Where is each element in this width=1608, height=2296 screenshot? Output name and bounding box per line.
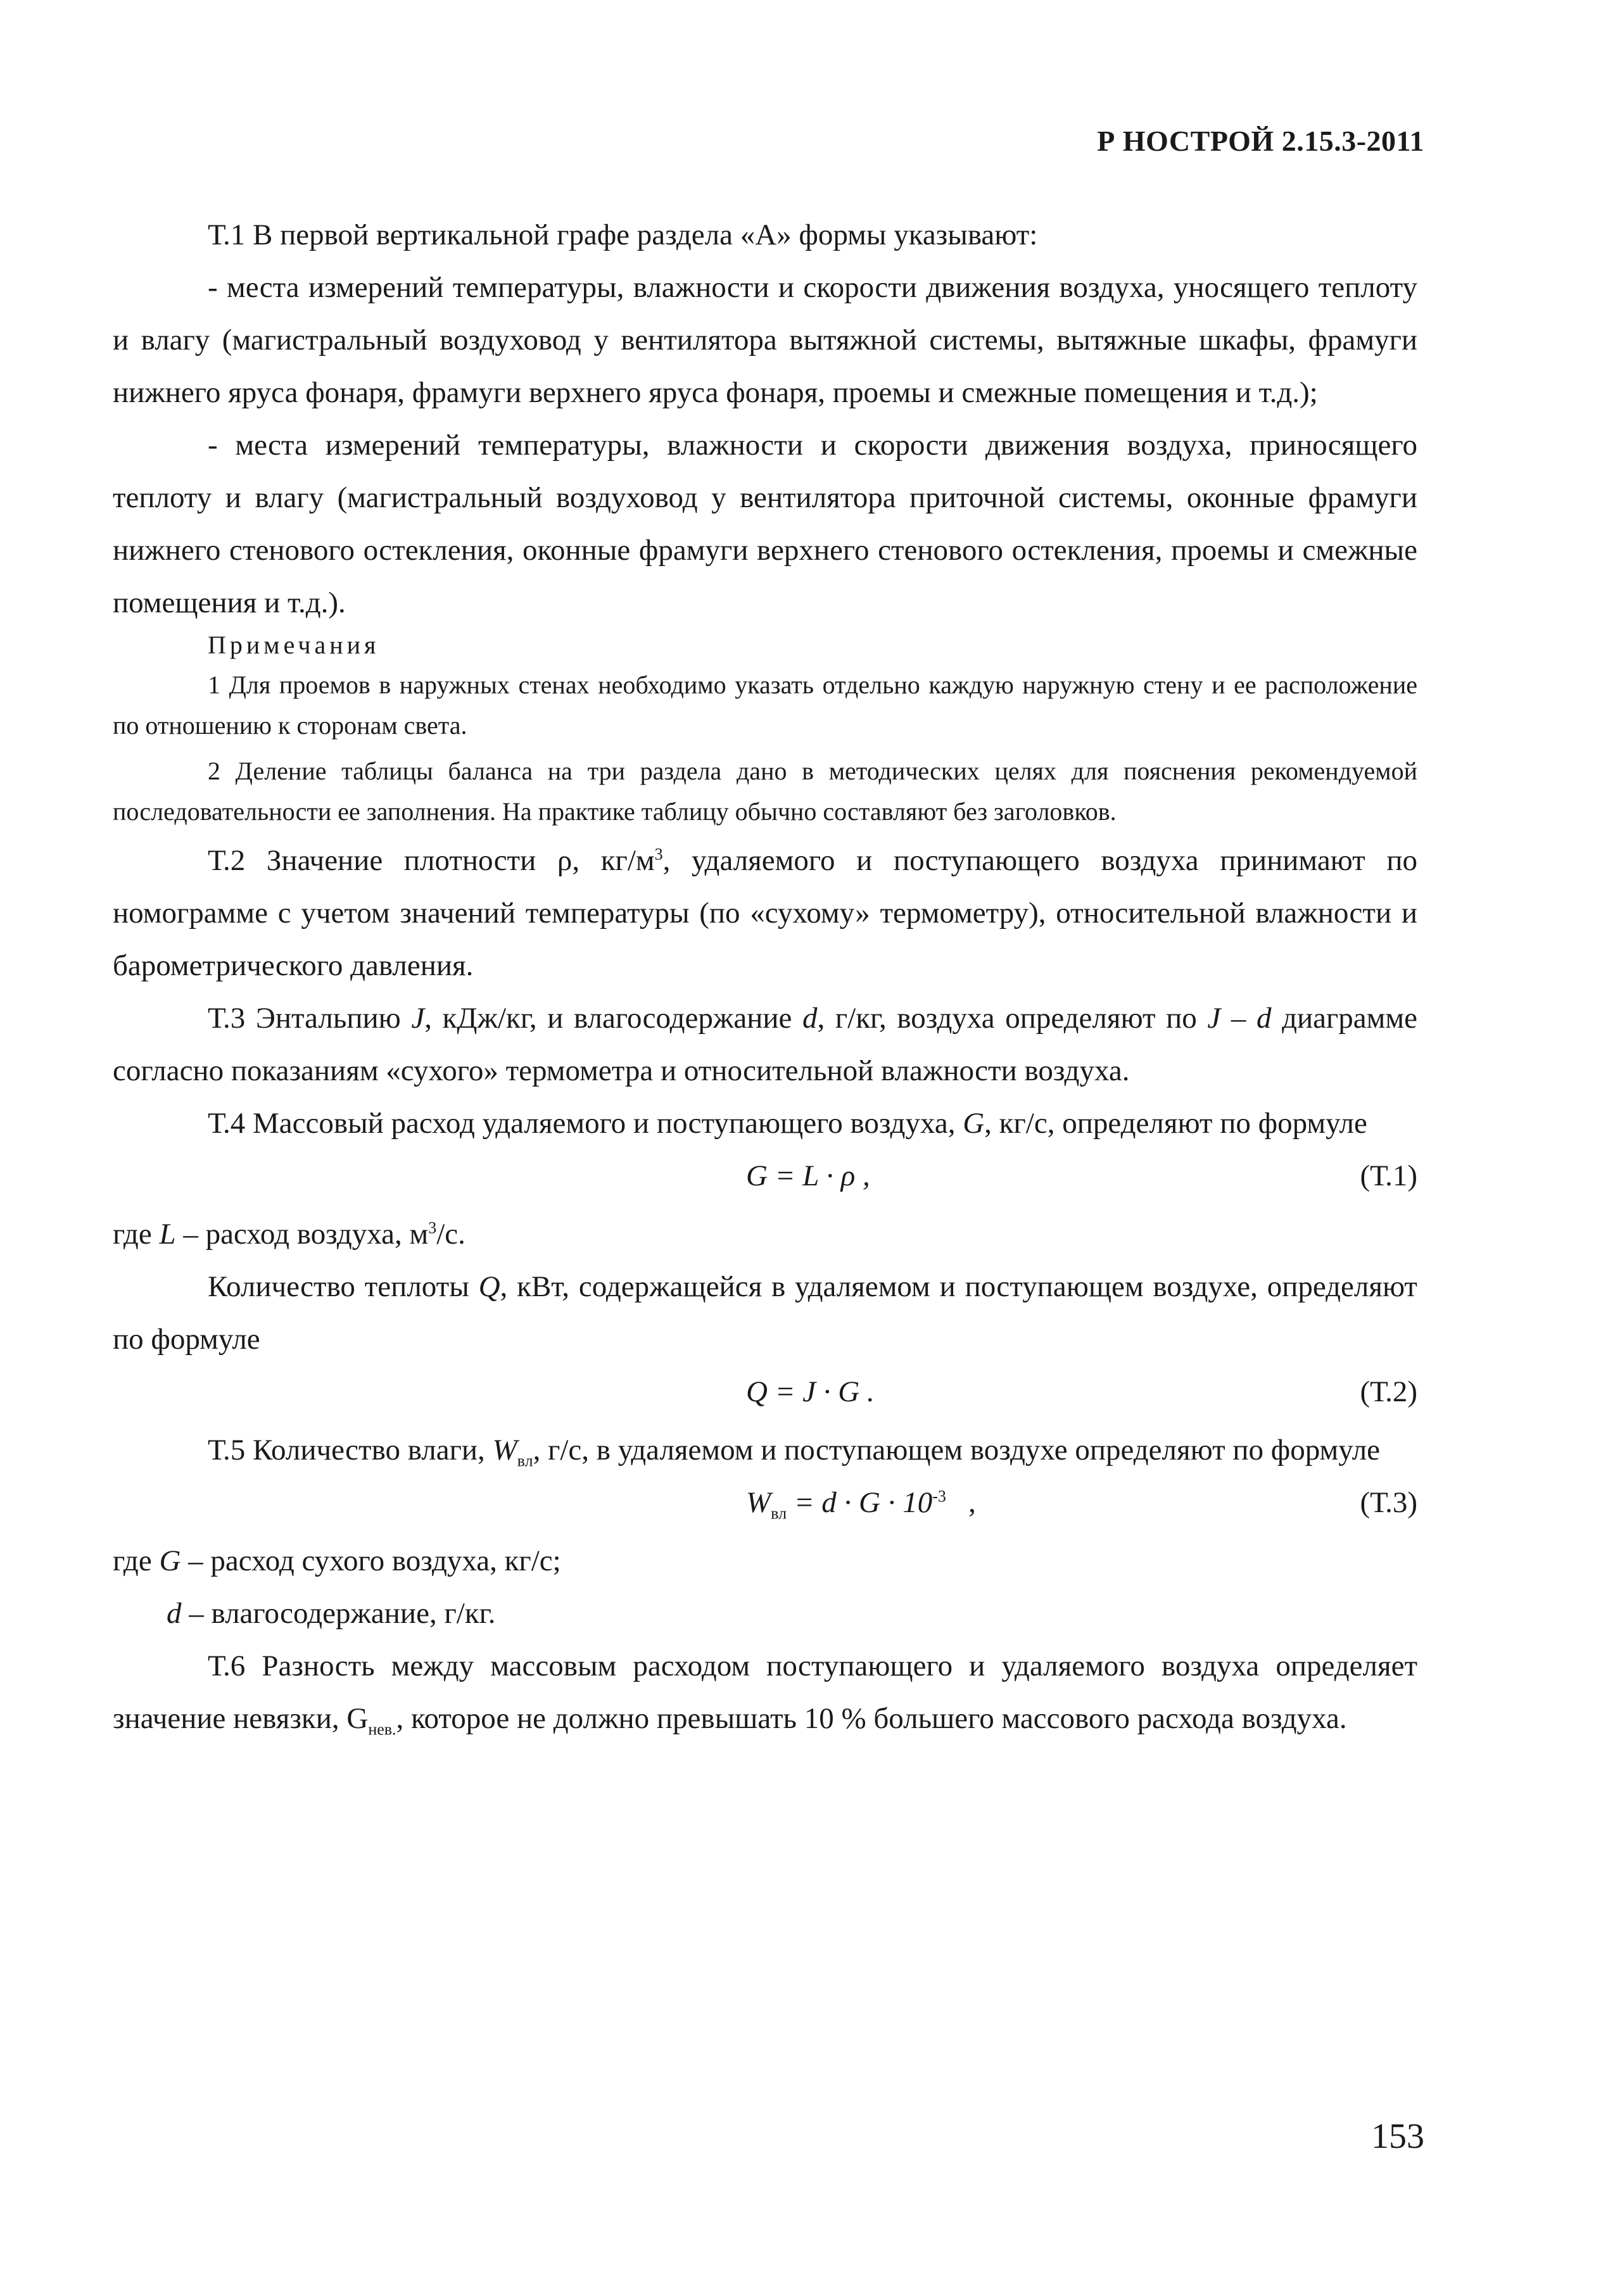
formula-t3-w: W [746, 1486, 771, 1519]
t3-text-e: диаграмме согласно показаниям «сухого» термометра и относительной влажности воздуха. [113, 1002, 1417, 1087]
formula-t2 [113, 1366, 1417, 1424]
formula-t1-number: (Т.1) [1360, 1159, 1417, 1192]
paragraph-t1-item-1: - места измерений температуры, влажности и скорости движения воздуха, уносящего теплоту и влагу (магистральный воздуховод у вентилятора вытяжной системы, вытяжные шкафы, фрамуги нижнего яруса фонаря, фрамуги верхнего яруса фонаря, проемы и смежные помещения и т.д.); [113, 271, 1417, 409]
q-text-a: Количество теплоты [208, 1270, 479, 1303]
formula-t3-subscript: вл [771, 1504, 787, 1523]
q-text-b: , кВт, содержащейся в удаляемом и поступающем воздухе, определяют по формуле [113, 1270, 1417, 1356]
where-g-text-a: где [113, 1544, 160, 1577]
paragraph-t1-intro: Т.1 В первой вертикальной графе раздела «А» формы указывают: [208, 218, 1038, 251]
formula-t3-expression [746, 1477, 976, 1529]
paragraph-t1-item-2: - места измерений температуры, влажности и скорости движения воздуха, приносящего теплоту и влагу (магистральный воздуховод у вентилятора приточной системы, оконные фрамуги нижнего стенового остекления, оконные фрамуги верхнего стенового остекления, проемы и смежные помещения и т.д.). [113, 429, 1417, 619]
notes-title: Примечания [208, 631, 380, 659]
t3-text-b: , кДж/кг, и влагосодержание [424, 1002, 803, 1035]
paragraph-heat-quantity [113, 1261, 1417, 1366]
where-l-superscript: 3 [428, 1218, 437, 1237]
t3-symbol-j: J [411, 1002, 425, 1035]
t4-symbol-g: G [963, 1107, 985, 1140]
formula-t3-exponent: -3 [932, 1487, 946, 1506]
q-symbol: Q [478, 1270, 500, 1303]
t6-text-a: Т.6 Разность между массовым расходом поступающего и удаляемого воздуха определяет значение невязки, G [113, 1649, 1417, 1735]
formula-t2-expression: Q = J · G . [746, 1375, 875, 1408]
formula-t3-number: (Т.3) [1360, 1486, 1417, 1519]
formula-t3 [113, 1477, 1417, 1535]
paragraph-t5 [113, 1424, 1417, 1477]
document-code-header: Р НОСТРОЙ 2.15.3-2011 [1097, 125, 1424, 157]
where-d-symbol: d [167, 1597, 182, 1630]
document-body [113, 209, 1417, 1745]
t3-symbol-jd: J – d [1207, 1002, 1272, 1035]
paragraph-t6 [113, 1640, 1417, 1745]
t3-text-c: , г/кг, воздуха определяют по [817, 1002, 1208, 1035]
where-g-symbol: G [159, 1544, 181, 1577]
t6-subscript: нев. [368, 1720, 396, 1739]
formula-t3-tail: , [946, 1486, 976, 1519]
paragraph-t4 [113, 1097, 1417, 1150]
page-number: 153 [1371, 2117, 1424, 2156]
paragraph-where-g [113, 1535, 1417, 1587]
where-d-text: – влагосодержание, г/кг. [181, 1597, 496, 1630]
formula-t1 [113, 1150, 1417, 1208]
t2-superscript: 3 [654, 845, 663, 864]
t5-text-b: , г/с, в удаляемом и поступающем воздухе определяют по формуле [533, 1434, 1381, 1467]
where-l-text-c: /с. [436, 1218, 465, 1251]
formula-t3-body: = d · G · 10 [787, 1486, 933, 1519]
paragraph-t3 [113, 992, 1417, 1097]
t4-text-a: Т.4 Массовый расход удаляемого и поступающего воздуха, [208, 1107, 963, 1140]
where-g-text-b: – расход сухого воздуха, кг/с; [180, 1544, 561, 1577]
where-l-text-a: где [113, 1218, 160, 1251]
t3-text-a: Т.3 Энтальпию [208, 1002, 412, 1035]
paragraph-t2 [113, 835, 1417, 992]
t2-text-a: Т.2 Значение плотности ρ, кг/м [208, 844, 655, 877]
t4-text-b: , кг/с, определяют по формуле [984, 1107, 1367, 1140]
t5-text-a: Т.5 Количество влаги, [208, 1434, 493, 1467]
paragraph-where-l [113, 1208, 1417, 1261]
t5-symbol-w: W [492, 1434, 517, 1467]
paragraph-where-d [113, 1587, 1417, 1640]
t3-symbol-d: d [802, 1002, 818, 1035]
t5-subscript: вл [517, 1451, 533, 1470]
note-2: 2 Деление таблицы баланса на три раздела дано в методических целях для пояснения рекомендуемой последовательности ее заполнения. На практике таблицу обычно составляют без заголовков. [113, 757, 1417, 826]
where-l-symbol: L [159, 1218, 176, 1251]
t2-text-b: , удаляемого и поступающего воздуха принимают по номограмме с учетом значений температуры (по «сухому» термометру), относительной влажности и барометрического давления. [113, 844, 1417, 982]
formula-t2-number: (Т.2) [1360, 1375, 1417, 1408]
t6-text-b: , которое не должно превышать 10 % большего массового расхода воздуха. [396, 1702, 1347, 1735]
where-l-text-b: – расход воздуха, м [175, 1218, 429, 1251]
formula-t1-expression: G = L · ρ , [746, 1159, 870, 1192]
note-1: 1 Для проемов в наружных стенах необходимо указать отдельно каждую наружную стену и ее расположение по отношению к сторонам света. [113, 671, 1417, 740]
